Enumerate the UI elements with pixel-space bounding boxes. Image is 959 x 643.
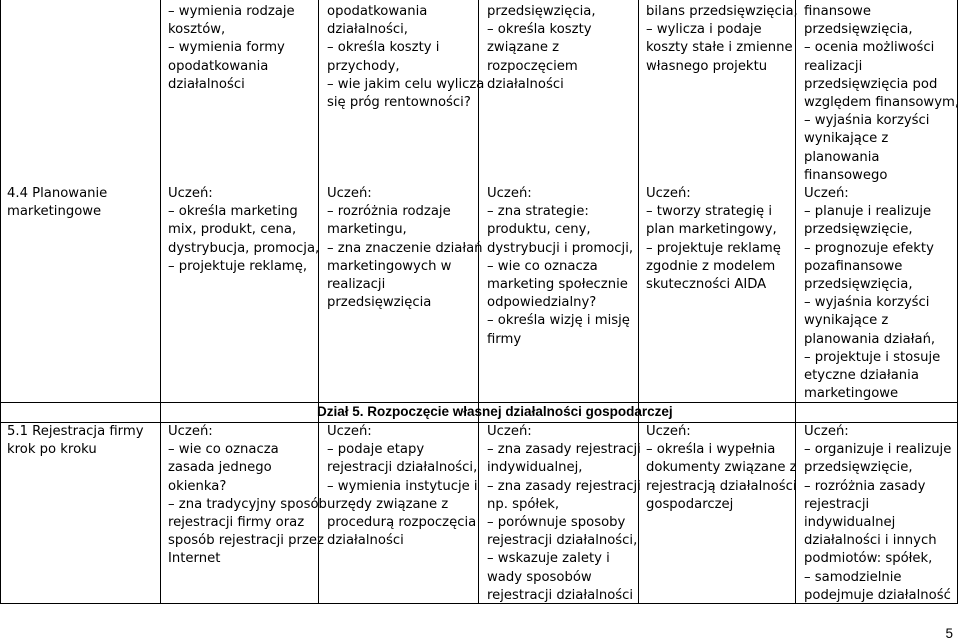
- cell-line: np. spółek,: [487, 496, 560, 512]
- cell-line: urzędy związane z: [327, 496, 449, 512]
- cell-line: – wymienia instytucje i: [327, 478, 478, 494]
- continuation-cell-col4: [487, 3, 596, 94]
- cell-line: się próg rentowności?: [327, 95, 471, 111]
- cell-line: – wie co oznacza: [168, 442, 279, 458]
- cell-line: – wyjaśnia korzyści: [804, 295, 930, 311]
- cell-line: zgodnie z modelem: [646, 258, 776, 274]
- cell-line: Uczeń:: [646, 424, 691, 439]
- registration-cell-col3: [327, 423, 478, 550]
- cell-line: realizacji: [327, 277, 386, 293]
- cell-line: przedsięwzięcie,: [804, 460, 913, 476]
- cell-line: – wskazuje zalety i: [487, 551, 610, 567]
- cell-line: przychody,: [327, 58, 400, 74]
- cell-line: – projektuje reklamę,: [168, 258, 308, 274]
- cell-line: przedsięwzięcia,: [804, 22, 913, 38]
- cell-line: Uczeń:: [487, 424, 532, 439]
- cell-line: sposób rejestracji przez: [168, 533, 324, 549]
- cell-line: przedsięwzięcia: [327, 295, 432, 311]
- cell-line: Uczeń:: [168, 186, 213, 201]
- cell-line: własnego projektu: [646, 58, 768, 74]
- cell-line: rejestracji: [804, 496, 870, 512]
- cell-line: planowania: [804, 149, 880, 165]
- cell-line: rejestracji firmy oraz: [168, 515, 305, 531]
- cell-line: etyczne działania: [804, 368, 919, 384]
- cell-line: związane z: [487, 40, 560, 56]
- cell-line: Internet: [168, 551, 221, 567]
- cell-line: Uczeń:: [487, 186, 532, 201]
- cell-line: – wie jakim celu wylicza: [327, 76, 485, 92]
- cell-line: gospodarczej: [646, 496, 734, 512]
- cell-line: podmiotów: spółek,: [804, 551, 933, 567]
- cell-line: opodatkowania: [327, 4, 428, 19]
- cell-line: – organizuje i realizuje: [804, 442, 952, 458]
- marketing-cell-col5: [646, 185, 781, 294]
- cell-line: – projektuje i stosuje: [804, 349, 941, 365]
- cell-line: odpowiedzialny?: [487, 295, 597, 311]
- cell-line: przedsięwzięcie,: [804, 222, 913, 238]
- cell-line: – wymienia formy: [168, 40, 285, 56]
- registration-cell-col2: [168, 423, 327, 569]
- cell-line: rejestracji działalności,: [487, 533, 638, 549]
- cell-line: przedsięwzięcia,: [487, 4, 596, 19]
- cell-line: – określa koszty i: [327, 40, 440, 56]
- cell-line: działalności i innych: [804, 533, 937, 549]
- cell-line: przedsięwzięcia,: [804, 277, 913, 293]
- cell-line: wynikające z: [804, 313, 889, 329]
- cell-line: wynikające z: [804, 131, 889, 147]
- cell-line: Uczeń:: [804, 424, 849, 439]
- cell-line: indywidualnej,: [487, 460, 583, 476]
- cell-line: 4.4 Planowanie: [7, 186, 108, 201]
- cell-line: – rozróżnia zasady: [804, 478, 926, 494]
- cell-line: krok po kroku: [7, 442, 97, 458]
- cell-line: – wylicza i podaje: [646, 22, 762, 38]
- cell-line: opodatkowania: [168, 58, 269, 74]
- cell-line: produktu, ceny,: [487, 222, 591, 238]
- cell-line: dystrybucja, promocja,: [168, 240, 320, 256]
- page-number: 5: [945, 626, 953, 641]
- cell-line: 5.1 Rejestracja firmy: [7, 424, 144, 439]
- cell-line: mix, produkt, cena,: [168, 222, 297, 238]
- cell-line: marketingowych w: [327, 258, 452, 274]
- cell-line: rozpoczęciem: [487, 58, 578, 74]
- registration-cell-col5: [646, 423, 797, 514]
- cell-line: skuteczności AIDA: [646, 277, 767, 293]
- cell-line: przedsięwzięcia pod: [804, 76, 938, 92]
- cell-line: okienka?: [168, 478, 227, 494]
- cell-line: – projektuje reklamę: [646, 240, 781, 256]
- marketing-cell-col4: [487, 185, 633, 349]
- cell-line: marketingu,: [327, 222, 407, 238]
- cell-line: pozafinansowe: [804, 258, 903, 274]
- continuation-cell-col2: [168, 3, 295, 94]
- cell-line: bilans przedsięwzięcia,: [646, 4, 798, 19]
- cell-line: firmy: [487, 331, 522, 347]
- cell-line: – zna zasady rejestracji: [487, 442, 641, 458]
- cell-line: – prognozuje efekty: [804, 240, 934, 256]
- cell-line: indywidualnej: [804, 515, 896, 531]
- cell-line: – planuje i realizuje: [804, 204, 932, 220]
- cell-line: – porównuje sposoby: [487, 515, 626, 531]
- cell-line: procedurą rozpoczęcia: [327, 515, 477, 531]
- cell-line: plan marketingowy,: [646, 222, 777, 238]
- cell-line: wady sposobów: [487, 569, 592, 585]
- cell-line: marketingowe: [804, 386, 899, 402]
- cell-line: dokumenty związane z: [646, 460, 797, 476]
- topic-title-marketing: [7, 185, 107, 221]
- topic-title-registration: [7, 423, 144, 459]
- cell-line: względem finansowym,: [804, 95, 959, 111]
- marketing-cell-col3: [327, 185, 483, 312]
- cell-line: kosztów,: [168, 22, 226, 38]
- cell-line: – zna zasady rejestracji: [487, 478, 641, 494]
- continuation-cell-col5: [646, 3, 798, 76]
- column-divider: [160, 0, 161, 604]
- cell-line: finansowego: [804, 167, 888, 183]
- cell-line: Uczeń:: [327, 186, 372, 201]
- cell-line: zasada jednego: [168, 460, 272, 476]
- cell-line: – wie co oznacza: [487, 258, 598, 274]
- cell-line: – określa i wypełnia: [646, 442, 776, 458]
- cell-line: – samodzielnie: [804, 569, 902, 585]
- cell-line: – tworzy strategię i: [646, 204, 772, 220]
- cell-line: koszty stałe i zmienne: [646, 40, 793, 56]
- cell-line: rejestracji działalności: [487, 587, 634, 603]
- cell-line: rejestracją działalności: [646, 478, 797, 494]
- cell-line: realizacji: [804, 58, 863, 74]
- cell-line: Uczeń:: [168, 424, 213, 439]
- section-heading: Dział 5. Rozpoczęcie własnej działalności gospodarczej: [317, 404, 673, 419]
- cell-line: działalności,: [327, 22, 408, 38]
- cell-line: Uczeń:: [804, 186, 849, 201]
- cell-line: rejestracji działalności,: [327, 460, 478, 476]
- cell-line: – zna strategie:: [487, 204, 589, 220]
- cell-line: marketingowe: [7, 204, 102, 220]
- cell-line: finansowe: [804, 4, 871, 19]
- continuation-cell-col3: [327, 3, 484, 112]
- cell-line: działalności: [327, 533, 404, 549]
- cell-line: działalności: [487, 76, 564, 92]
- table-border-left: [0, 0, 1, 604]
- marketing-cell-col6: [804, 185, 940, 403]
- registration-cell-col4: [487, 423, 641, 605]
- cell-line: podejmuje działalność: [804, 587, 951, 603]
- cell-line: – wymienia rodzaje: [168, 4, 295, 19]
- registration-cell-col6: [804, 423, 951, 605]
- cell-line: – zna znaczenie działań: [327, 240, 483, 256]
- cell-line: marketing społecznie: [487, 277, 628, 293]
- cell-line: Uczeń:: [327, 424, 372, 439]
- cell-line: – zna tradycyjny sposób: [168, 496, 327, 512]
- cell-line: działalności: [168, 76, 245, 92]
- cell-line: planowania działań,: [804, 331, 936, 347]
- cell-line: – podaje etapy: [327, 442, 425, 458]
- cell-line: – ocenia możliwości: [804, 40, 935, 56]
- cell-line: – określa wizję i misję: [487, 313, 630, 329]
- cell-line: dystrybucji i promocji,: [487, 240, 634, 256]
- marketing-cell-col2: [168, 185, 319, 276]
- cell-line: – określa koszty: [487, 22, 592, 38]
- cell-line: – określa marketing: [168, 204, 298, 220]
- continuation-cell-col6: [804, 3, 959, 185]
- cell-line: – wyjaśnia korzyści: [804, 113, 930, 129]
- cell-line: – rozróżnia rodzaje: [327, 204, 451, 220]
- cell-line: Uczeń:: [646, 186, 691, 201]
